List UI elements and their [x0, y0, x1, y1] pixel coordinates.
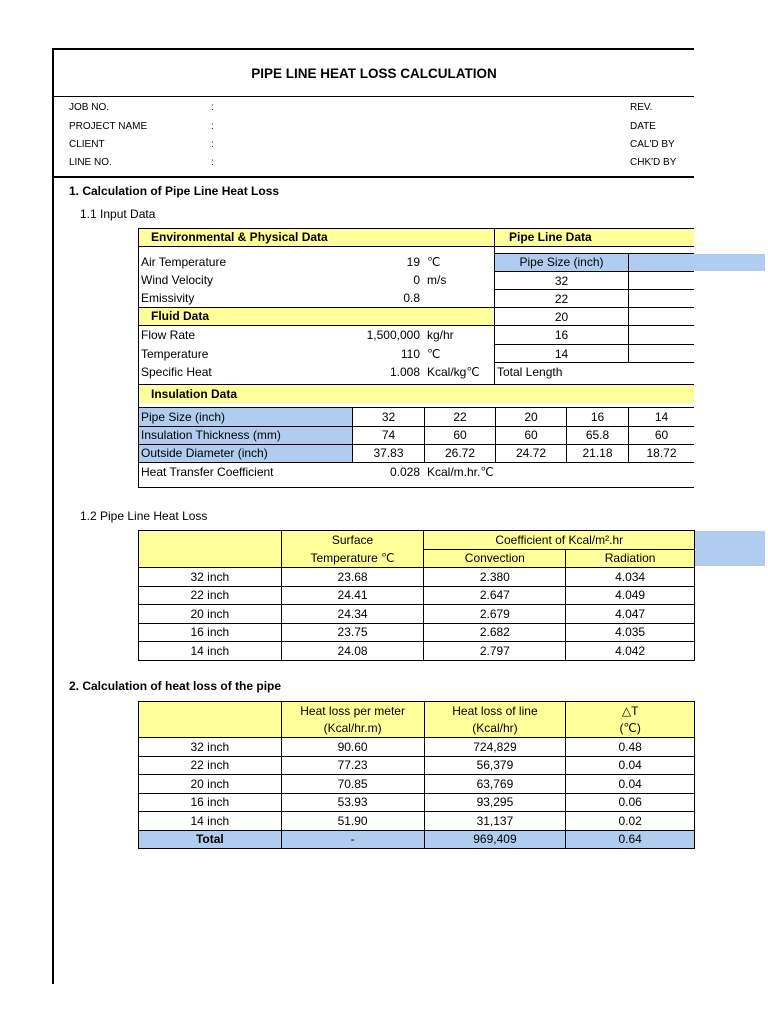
dt-cell: 0.04	[566, 775, 695, 794]
total-dt: 0.64	[566, 830, 695, 849]
ins-grid-row	[138, 444, 694, 445]
ins-cell: 60	[453, 428, 467, 442]
fluid-unit: Kcal/kg℃	[427, 365, 480, 379]
total-row	[139, 830, 695, 849]
ins-cell: 14	[654, 410, 669, 424]
pipe-grid-top	[494, 253, 694, 254]
total-length-label: Total Length	[497, 365, 563, 379]
rad-cell: 4.049	[566, 586, 695, 605]
table-row	[139, 568, 695, 587]
perm-cell: 51.90	[281, 812, 424, 831]
pipe-grid-mid	[628, 253, 629, 363]
conv-cell: 2.682	[424, 623, 566, 642]
line-no-sep: :	[211, 157, 214, 168]
chkd-by-label: CHK'D BY	[630, 157, 677, 168]
surface-header: Surface	[281, 531, 424, 550]
fluid-unit: ℃	[427, 347, 441, 361]
temp-cell: 24.34	[281, 605, 424, 624]
input-box-bottom	[138, 487, 694, 488]
ins-cell: 18.72	[646, 446, 677, 460]
line-cell: 724,829	[424, 738, 566, 757]
calcd-by-label: CAL'D BY	[630, 139, 675, 150]
fluid-unit: kg/hr	[427, 328, 454, 342]
table-row	[139, 812, 695, 831]
pipe-size-header-ext	[629, 254, 765, 271]
input-data-subheading: 1.1 Input Data	[80, 207, 156, 221]
total-line: 969,409	[424, 830, 566, 849]
rev-label: REV.	[630, 102, 653, 113]
conv-cell: 2.380	[424, 568, 566, 587]
ins-label: Pipe Size (inch)	[141, 410, 226, 424]
conv-cell: 2.647	[424, 586, 566, 605]
env-label: Wind Velocity	[141, 273, 214, 287]
dt-unit: (℃)	[566, 720, 695, 738]
env-label: Air Temperature	[141, 255, 227, 269]
ins-grid-row	[138, 426, 694, 427]
job-no-sep: :	[211, 102, 214, 113]
ins-cell: 24.72	[515, 446, 547, 460]
rad-cell: 4.042	[566, 642, 695, 661]
htc-value: 0.028	[389, 465, 420, 479]
total-perm: -	[281, 830, 424, 849]
env-header-line	[138, 246, 694, 247]
rad-cell: 4.035	[566, 623, 695, 642]
dt-cell: 0.06	[566, 793, 695, 812]
table-row	[139, 605, 695, 624]
line-cell: 63,769	[424, 775, 566, 794]
size-cell: 20 inch	[139, 605, 282, 624]
pipe-grid-row	[494, 289, 694, 290]
fluid-value: 1.008	[389, 365, 420, 379]
perm-header: Heat loss per meter	[281, 702, 424, 720]
ins-cell: 60	[654, 428, 669, 442]
fluid-value: 110	[400, 347, 420, 361]
size-cell: 22 inch	[139, 586, 282, 605]
ins-cell: 26.72	[444, 446, 476, 460]
convection-header: Convection	[424, 549, 566, 568]
pipe-grid-row	[494, 325, 694, 326]
table-row	[139, 623, 695, 642]
temp-cell: 24.41	[281, 586, 424, 605]
title-divider	[52, 96, 694, 97]
perm-cell: 77.23	[281, 756, 424, 775]
size-cell: 14 inch	[139, 642, 282, 661]
pipe-grid-row	[494, 344, 694, 345]
pipe-size-value: 32	[554, 274, 569, 288]
htc-unit: Kcal/m.hr.℃	[427, 465, 494, 479]
heat-loss-table	[138, 701, 695, 849]
ins-cell: 60	[524, 428, 538, 442]
conv-cell: 2.679	[424, 605, 566, 624]
pipe-size-header: Pipe Size (inch)	[519, 255, 604, 269]
total-label: Total	[139, 830, 282, 849]
dt-cell: 0.48	[566, 738, 695, 757]
rad-cell: 4.047	[566, 605, 695, 624]
size-header	[139, 531, 282, 568]
dt-cell: 0.04	[566, 756, 695, 775]
ins-cell: 16	[590, 410, 605, 424]
pipe-grid-row	[494, 271, 694, 272]
ins-header: Insulation Data	[151, 387, 238, 401]
table-row	[139, 738, 695, 757]
ins-label: Outside Diameter (inch)	[141, 446, 268, 460]
env-value: 0	[413, 273, 420, 287]
line-cell: 93,295	[424, 793, 566, 812]
coef-header-ext	[694, 531, 765, 566]
ins-grid-row	[138, 462, 694, 463]
table-row	[139, 793, 695, 812]
header-divider	[52, 176, 694, 178]
pipe-grid-row	[494, 307, 694, 308]
page-border-top	[52, 48, 694, 50]
ins-cell: 32	[381, 410, 396, 424]
dt-header: △T	[566, 702, 695, 720]
temp-cell: 24.08	[281, 642, 424, 661]
size-cell: 20 inch	[139, 775, 282, 794]
fluid-header: Fluid Data	[151, 309, 210, 323]
pipe-grid-row	[494, 362, 694, 363]
client-label: CLIENT	[69, 139, 105, 150]
date-label: DATE	[630, 121, 656, 132]
table-row	[139, 586, 695, 605]
project-name-sep: :	[211, 121, 214, 132]
fluid-label: Flow Rate	[141, 328, 196, 342]
env-value: 19	[406, 255, 420, 269]
conv-cell: 2.797	[424, 642, 566, 661]
fluid-label: Temperature	[141, 347, 209, 361]
size-cell: 22 inch	[139, 756, 282, 775]
table-row	[139, 775, 695, 794]
pipe-size-value: 20	[554, 310, 569, 324]
line-header: Heat loss of line	[424, 702, 566, 720]
size-cell: 16 inch	[139, 793, 282, 812]
coef-header: Coefficient of Kcal/m².hr	[424, 531, 695, 550]
page-border-left	[52, 48, 54, 984]
ins-cell: 20	[524, 410, 538, 424]
ins-cell: 21.18	[582, 446, 613, 460]
table-row	[139, 642, 695, 661]
ins-cell: 74	[381, 428, 396, 442]
ins-label: Insulation Thickness (mm)	[141, 428, 281, 442]
size-cell: 32 inch	[139, 738, 282, 757]
line-cell: 56,379	[424, 756, 566, 775]
job-no-label: JOB NO.	[69, 102, 110, 113]
fluid-line-bottom	[138, 325, 495, 326]
perm-cell: 53.93	[281, 793, 424, 812]
dt-cell: 0.02	[566, 812, 695, 831]
pipe-size-value: 14	[554, 347, 569, 361]
table-header-row	[139, 531, 695, 550]
heat-loss-subheading: 1.2 Pipe Line Heat Loss	[80, 509, 208, 523]
ins-cell: 65.8	[585, 428, 610, 442]
htc-label: Heat Transfer Coefficient	[141, 465, 274, 479]
section2-heading: 2. Calculation of heat loss of the pipe	[69, 679, 282, 693]
line-no-label: LINE NO.	[69, 157, 112, 168]
section1-heading: 1. Calculation of Pipe Line Heat Loss	[69, 184, 280, 198]
fluid-value: 1,500,000	[366, 328, 420, 342]
line-cell: 31,137	[424, 812, 566, 831]
radiation-header: Radiation	[566, 549, 695, 568]
table-row	[139, 756, 695, 775]
perm-unit: (Kcal/hr.m)	[281, 720, 424, 738]
env-unit: ℃	[427, 255, 441, 269]
surface-temp-table	[138, 530, 695, 661]
rad-cell: 4.034	[566, 568, 695, 587]
surface-temp-header: Temperature ℃	[281, 549, 424, 568]
env-label: Emissivity	[141, 291, 195, 305]
line-unit: (Kcal/hr)	[424, 720, 566, 738]
perm-cell: 70.85	[281, 775, 424, 794]
fluid-label: Specific Heat	[141, 365, 212, 379]
size-cell: 14 inch	[139, 812, 282, 831]
temp-cell: 23.68	[281, 568, 424, 587]
size-cell: 32 inch	[139, 568, 282, 587]
pipe-size-value: 16	[554, 328, 569, 342]
ins-cell: 22	[453, 410, 467, 424]
env-value: 0.8	[403, 291, 420, 305]
size-cell: 16 inch	[139, 623, 282, 642]
page-title: PIPE LINE HEAT LOSS CALCULATION	[251, 66, 497, 81]
project-name-label: PROJECT NAME	[69, 121, 148, 132]
ins-cell: 37.83	[373, 446, 404, 460]
client-sep: :	[211, 139, 214, 150]
pipe-size-value: 22	[554, 292, 569, 306]
env-unit: m/s	[427, 273, 447, 287]
env-header: Environmental & Physical Data	[151, 230, 328, 244]
table-header-row	[139, 702, 695, 720]
perm-cell: 90.60	[281, 738, 424, 757]
temp-cell: 23.75	[281, 623, 424, 642]
pipe-header: Pipe Line Data	[509, 230, 592, 244]
size-header	[139, 702, 282, 738]
